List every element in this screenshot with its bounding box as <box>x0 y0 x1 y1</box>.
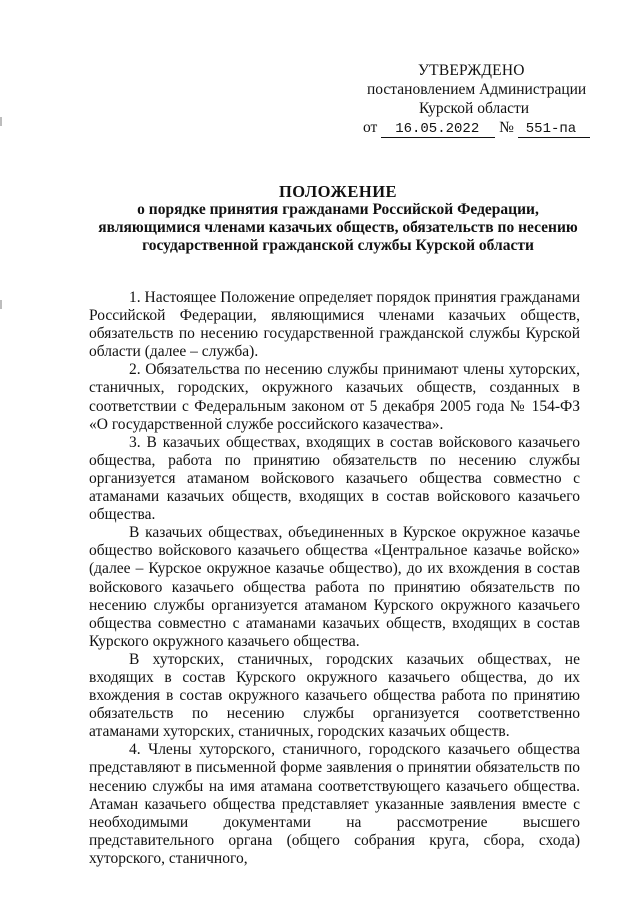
approval-stamp <box>340 61 590 138</box>
paragraph: В казачьих обществах, объединенных в Курское окружное казачье общество войскового казачьего общества «Центральное казачье войско» (далее – Курское окружное казачье общество), до их вхождения в состав войскового казачьего общества работа по принятию обязательств по несению службы организуется атаманом Курского окружного казачьего общества совместно с атаманами казачьих обществ, входящих в состав Курского окружного казачьего общества. <box>89 524 580 650</box>
region-label: Курской области <box>419 100 530 117</box>
paragraph: 3. В казачьих обществах, входящих в состав войскового казачьего общества, работа по принятию обязательств по несению службы организуется атаманом войскового казачьего общества совместно с атаманами казачьих обществ, входящих в состав войскового казачьего общества. <box>89 433 580 524</box>
from-label: от <box>363 119 378 136</box>
scan-edge-mark <box>0 117 2 126</box>
document-title <box>70 183 606 255</box>
title-line: государственной гражданской службы Курской области <box>142 237 534 254</box>
title-line: являющимися членами казачьих обществ, обязательств по несению <box>98 219 578 236</box>
resolution-number: 551-па <box>518 122 590 138</box>
resolution-date: 16.05.2022 <box>381 122 495 138</box>
paragraph: 2. Обязательства по несению службы принимают члены хуторских, станичных, городских, окружного казачьих обществ, созданных в соответствии с Федеральным законом от 5 декабря 2005 года № 154-ФЗ «О государственной службе российского казачества». <box>89 361 580 433</box>
paragraph: В хуторских, станичных, городских казачьих обществах, не входящих в состав Курского окружного казачьего общества, до их вхождения в состав окружного казачьего общества работа по принятию обязательств по несению службы организуется соответственно атаманами хуторских, станичных, городских казачьих обществ. <box>89 650 580 741</box>
title-heading: ПОЛОЖЕНИЕ <box>278 182 398 201</box>
approved-label: УТВЕРЖДЕНО <box>418 62 525 79</box>
paragraph: 1. Настоящее Положение определяет порядок принятия гражданами Российской Федерации, являющимися членами казачьих обществ, обязательств по несению государственной гражданской службы Курской области (далее – служба). <box>89 289 580 361</box>
document-body <box>89 289 580 868</box>
scan-edge-mark <box>0 300 2 309</box>
approval-date-line <box>340 118 590 138</box>
title-line: о порядке принятия гражданами Российской Федерации, <box>137 201 539 218</box>
resolution-label: постановлением Администрации <box>367 81 587 98</box>
paragraph: 4. Члены хуторского, станичного, городского казачьего общества представляют в письменной форме заявления о принятии обязательств по несению службы на имя атамана соответствующего казачьего общества. Атаман казачьего общества представляет указанные заявления вместе с необходимыми документами на рассмотрение высшего представительного органа (общего собрания круга, сбора, схода) хуторского, станичного, <box>89 741 580 867</box>
number-label: № <box>499 119 514 136</box>
